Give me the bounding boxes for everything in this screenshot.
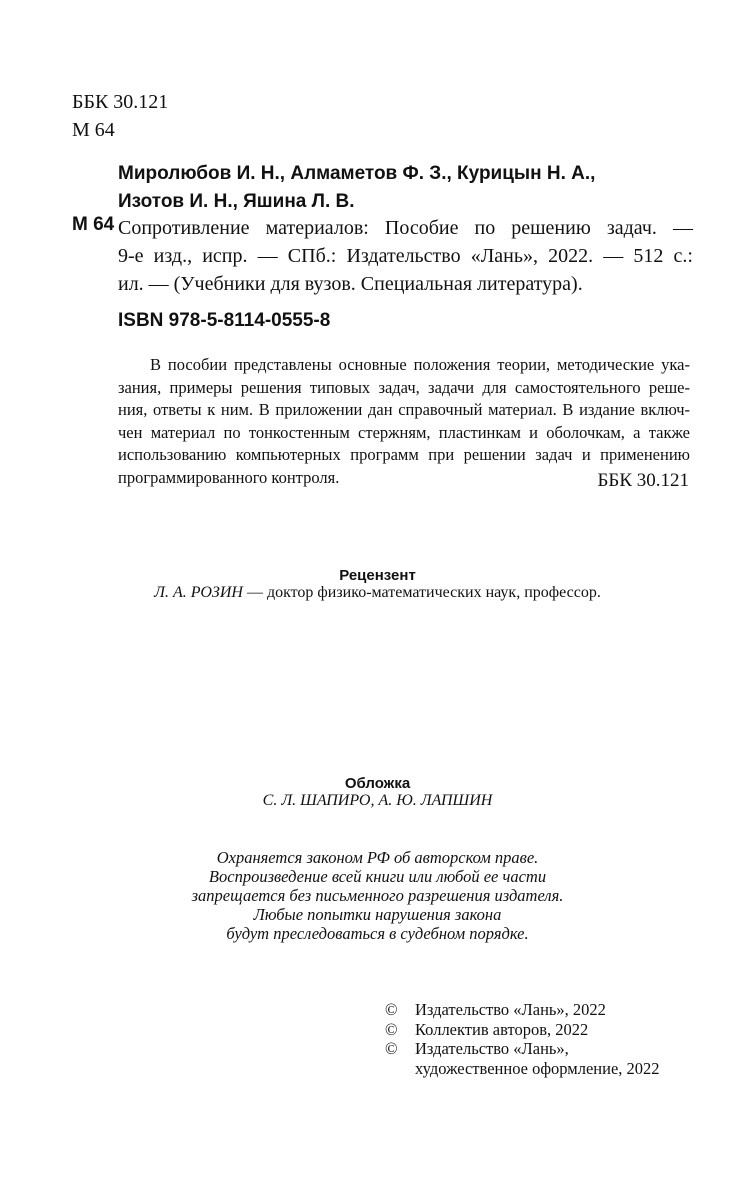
abstract-line: ния, ответы к ним. В приложении дан справочный материал. В издание включ- [118, 400, 690, 419]
copyright-list [385, 1000, 660, 1078]
copyright-holder: Издательство «Лань», [415, 1039, 569, 1058]
reviewer-description: — доктор физико-математических наук, профессор. [242, 584, 601, 601]
authors-line: Изотов И. Н., Яшина Л. В. [118, 191, 355, 212]
copyright-icon [385, 1059, 415, 1079]
copyright-icon: © [385, 1019, 398, 1039]
title-line: ил. — (Учебники для вузов. Специальная литература). [118, 273, 583, 295]
reviewer-name: Л. А. РОЗИН [154, 584, 243, 601]
bbk-code-right: ББК 30.121 [597, 470, 689, 491]
cover-designers: С. Л. ШАПИРО, А. Ю. ЛАПШИН [262, 792, 493, 809]
bibliographic-description [118, 214, 693, 298]
title-line: 9-е изд., испр. — СПб.: Издательство «Лань», 2022. — 512 с.: [118, 245, 693, 267]
copyright-row [385, 1059, 660, 1079]
copyright-notice-line: запрещается без письменного разрешения издателя. [191, 886, 564, 905]
copyright-row [385, 1039, 660, 1059]
copyright-notice-line: Воспроизведение всей книги или любой ее части [208, 867, 547, 886]
index-code: М 64 [72, 214, 115, 235]
abstract-line: В пособии представлены основные положения теории, методические ука- [150, 355, 690, 374]
isbn: ISBN 978-5-8114-0555-8 [118, 310, 331, 331]
abstract [118, 354, 690, 489]
copyright-notice [0, 848, 755, 943]
copyright-notice-line: Охраняется законом РФ об авторском праве. [216, 848, 539, 867]
reviewer-text [0, 584, 755, 602]
reviewer-label: Рецензент [339, 567, 416, 584]
abstract-line: программированного контроля. [118, 467, 340, 487]
authors-line: Миролюбов И. Н., Алмаметов Ф. З., Курицын Н. А., [118, 163, 596, 184]
title-line: Сопротивление материалов: Пособие по решению задач. — [118, 217, 693, 239]
abstract-line: использованию компьютерных программ при решении задач и применению [118, 445, 690, 464]
copyright-holder: Коллектив авторов, 2022 [415, 1019, 589, 1039]
copyright-notice-line: будут преследоваться в судебном порядке. [226, 924, 529, 943]
abstract-line: зания, примеры решения типовых задач, задачи для самостоятельного реше- [118, 377, 690, 397]
copyright-row [385, 1020, 660, 1040]
authors-block [118, 160, 718, 216]
copyright-holder: художественное оформление, 2022 [415, 1058, 660, 1078]
copyright-icon: © [385, 1039, 398, 1058]
bbk-code-top [72, 88, 168, 144]
copyright-holder: Издательство «Лань», 2022 [415, 1000, 606, 1019]
abstract-line: чен материал по тонкостенным стержням, пластинкам и оболочкам, а также [118, 422, 690, 442]
copyright-notice-line: Любые попытки нарушения закона [253, 905, 502, 924]
author-mark: М 64 [72, 119, 115, 141]
copyright-row [385, 1000, 660, 1020]
bbk-classification: ББК 30.121 [72, 91, 169, 113]
copyright-icon: © [385, 1000, 398, 1019]
cover-label: Обложка [344, 775, 411, 792]
